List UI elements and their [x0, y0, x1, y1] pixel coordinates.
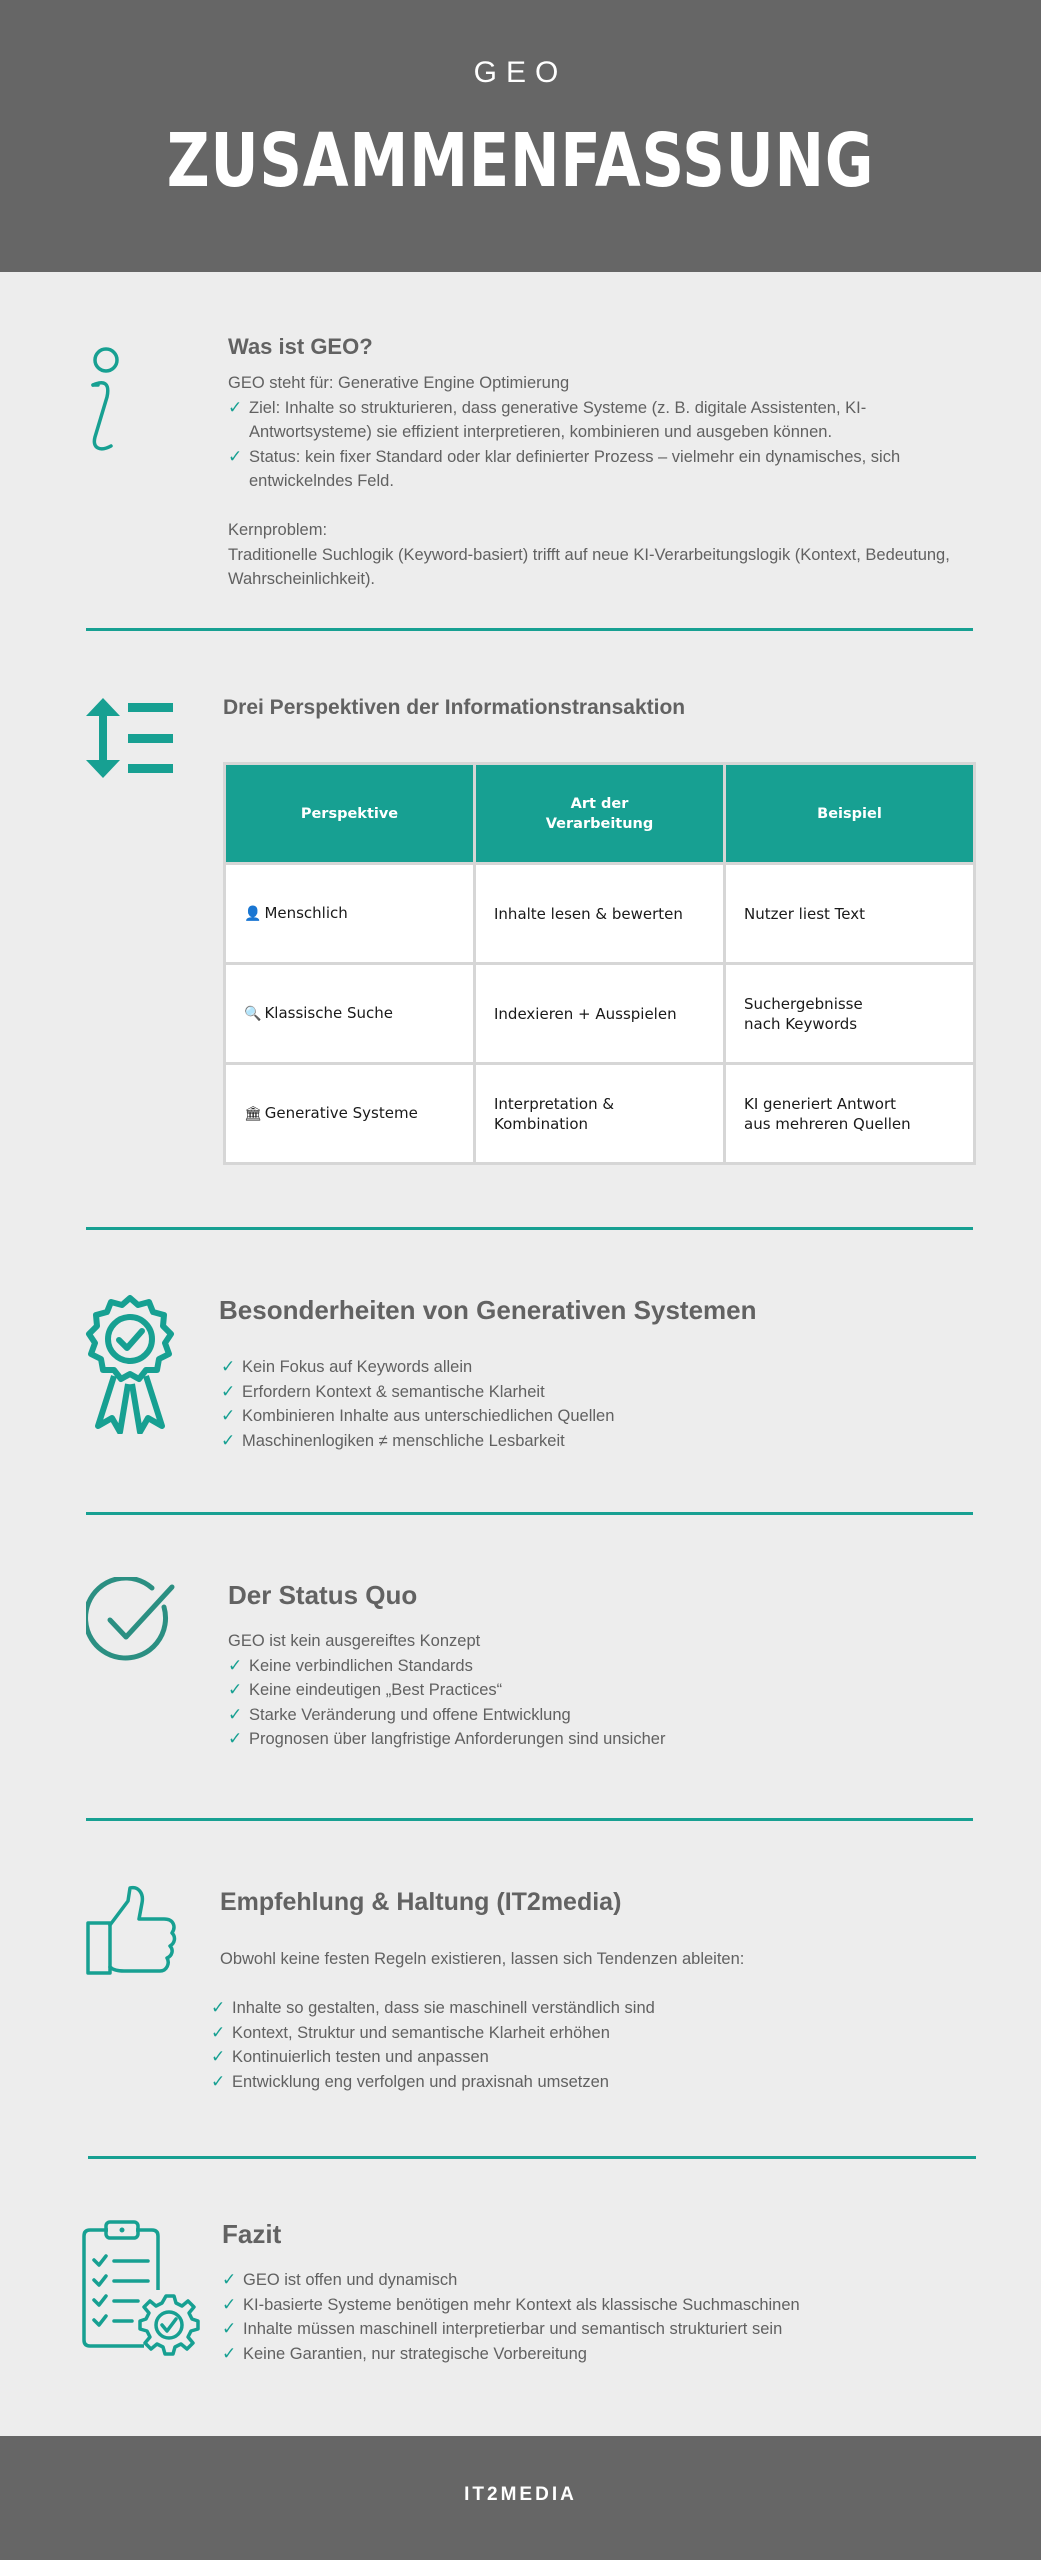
cell-text: Generative Systeme — [264, 1104, 418, 1122]
was-ist-geo-list — [228, 396, 978, 494]
section-title-perspektiven: Drei Perspektiven der Informationstransaktion — [223, 696, 686, 719]
table-row — [225, 864, 975, 964]
empfehlung-list — [211, 1996, 931, 2094]
thumbs-up-icon — [84, 1885, 178, 1975]
empfehlung-intro: Obwohl keine festen Regeln existieren, lassen sich Tendenzen ableiten: — [220, 1950, 745, 1968]
list-item: ✓ Keine Garantien, nur strategische Vorbereitung — [222, 2342, 982, 2367]
table-cell: Nutzer liest Text — [725, 864, 975, 964]
empfehlung-text — [211, 1996, 931, 2094]
section-title-fazit: Fazit — [222, 2219, 282, 2249]
section-divider — [88, 2156, 976, 2159]
fazit-text — [222, 2268, 982, 2366]
was-ist-geo-text — [228, 371, 978, 592]
table-cell — [225, 1064, 475, 1164]
table-cell: Inhalte lesen & bewerten — [475, 864, 725, 964]
page-header — [0, 0, 1041, 272]
besonderheiten-list — [221, 1355, 941, 1453]
column-header: Art der Verarbeitung — [475, 764, 725, 864]
kernproblem-text: Traditionelle Suchlogik (Keyword-basiert) trifft auf neue KI-Verarbeitungslogik (Kontext, Bedeutung, Wahrscheinlichkeit). — [228, 545, 950, 588]
list-item: ✓ Erfordern Kontext & semantische Klarheit — [221, 1380, 941, 1405]
table-row — [225, 1064, 975, 1164]
list-item: ✓ GEO ist offen und dynamisch — [222, 2268, 982, 2293]
table-cell: Suchergebnisse nach Keywords — [725, 964, 975, 1064]
status-quo-text — [228, 1629, 948, 1752]
section-title-status-quo: Der Status Quo — [228, 1580, 418, 1610]
perspektiven-table — [223, 762, 976, 1165]
cell-text: Klassische Suche — [264, 1004, 394, 1022]
section-title-empfehlung: Empfehlung & Haltung (IT2media) — [220, 1888, 622, 1916]
status-quo-list — [228, 1654, 948, 1752]
cell-text: Menschlich — [264, 904, 348, 922]
footer-brand: IT2MEDIA — [464, 2484, 577, 2505]
list-item: ✓ Kontinuierlich testen und anpassen — [211, 2045, 931, 2070]
section-divider — [86, 1512, 973, 1515]
table-cell — [225, 964, 475, 1064]
list-item: ✓ Kontext, Struktur und semantische Klarheit erhöhen — [211, 2021, 931, 2046]
list-item: ✓ Inhalte so gestalten, dass sie maschinell verständlich sind — [211, 1996, 931, 2021]
section-divider — [86, 628, 973, 631]
sort-list-icon — [86, 698, 176, 778]
list-item: ✓ Kein Fokus auf Keywords allein — [221, 1355, 941, 1380]
table-cell: Indexieren + Ausspielen — [475, 964, 725, 1064]
list-item: ✓ Inhalte müssen maschinell interpretierbar und semantisch strukturiert sein — [222, 2317, 982, 2342]
was-ist-geo-intro: GEO steht für: Generative Engine Optimierung — [228, 374, 570, 392]
section-divider — [86, 1227, 973, 1230]
list-item: ✓ Kombinieren Inhalte aus unterschiedlichen Quellen — [221, 1404, 941, 1429]
person-icon: 👤 — [244, 906, 262, 922]
list-item: ✓ Keine verbindlichen Standards — [228, 1654, 948, 1679]
status-quo-intro: GEO ist kein ausgereiftes Konzept — [228, 1632, 481, 1650]
table-cell — [225, 864, 475, 964]
fazit-list — [222, 2268, 982, 2366]
table-header-row — [225, 764, 975, 864]
table-cell: Interpretation & Kombination — [475, 1064, 725, 1164]
header-subtitle: GEO — [473, 56, 568, 89]
column-header: Perspektive — [225, 764, 475, 864]
list-item: ✓ Maschinenlogiken ≠ menschliche Lesbarkeit — [221, 1429, 941, 1454]
section-title-besonderheiten: Besonderheiten von Generativen Systemen — [219, 1295, 757, 1325]
list-item: ✓ Entwicklung eng verfolgen und praxisnah umsetzen — [211, 2070, 931, 2095]
page-title: ZUSAMMENFASSUNG — [166, 118, 875, 204]
section-divider — [86, 1818, 973, 1821]
list-item: ✓ Starke Veränderung und offene Entwicklung — [228, 1703, 948, 1728]
table-cell: KI generiert Antwort aus mehreren Quellen — [725, 1064, 975, 1164]
list-item: ✓ Ziel: Inhalte so strukturieren, dass generative Systeme (z. B. digitale Assistenten, KI-Antwortsysteme) sie effizient interpretieren, kombinieren und ausgeben können. — [228, 396, 978, 445]
section-title-was-ist-geo: Was ist GEO? — [228, 334, 373, 359]
info-icon — [80, 345, 130, 457]
check-circle-icon — [86, 1577, 178, 1669]
besonderheiten-text — [221, 1355, 941, 1453]
kernproblem-label: Kernproblem: — [228, 521, 328, 539]
list-item: ✓ Keine eindeutigen „Best Practices“ — [228, 1678, 948, 1703]
search-icon: 🔍 — [244, 1006, 262, 1022]
list-item: ✓ KI-basierte Systeme benötigen mehr Kontext als klassische Suchmaschinen — [222, 2293, 982, 2318]
list-item: ✓ Status: kein fixer Standard oder klar definierter Prozess – vielmehr ein dynamisches, sich entwickelndes Feld. — [228, 445, 978, 494]
award-badge-icon — [84, 1294, 176, 1434]
building-icon: 🏛 — [244, 1106, 262, 1122]
clipboard-gear-icon — [82, 2218, 202, 2358]
column-header: Beispiel — [725, 764, 975, 864]
page-footer — [0, 2436, 1041, 2560]
list-item: ✓ Prognosen über langfristige Anforderungen sind unsicher — [228, 1727, 948, 1752]
table-row — [225, 964, 975, 1064]
